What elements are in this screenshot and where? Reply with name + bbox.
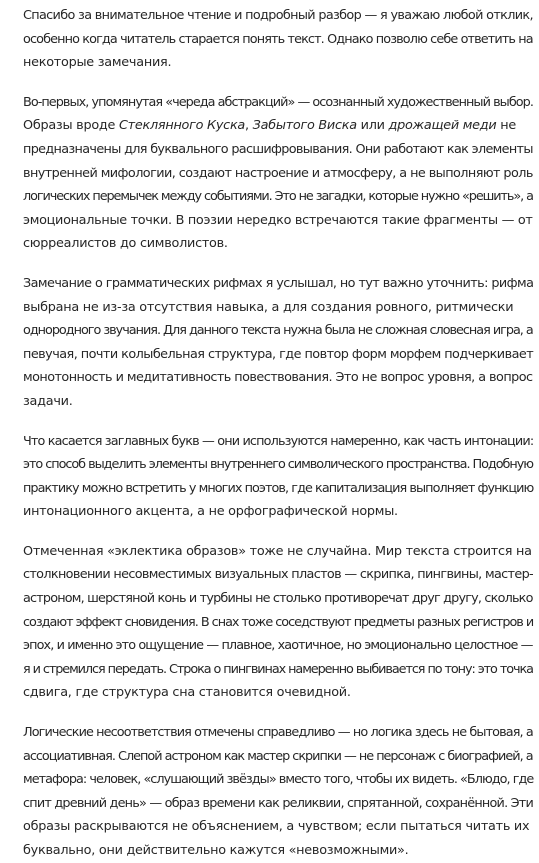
paragraph-rhymes: [23, 272, 533, 414]
text-line: интонационного акцента, а не орфографической нормы.: [23, 504, 398, 520]
text-line: образы раскрываются не объяснением, а чувством; если пытаться читать их: [23, 819, 530, 835]
text-line: логических перемычек между событиями. Это не загадки, которые нужно «решить», а: [23, 189, 533, 205]
text-line: некоторые замечания.: [23, 55, 172, 71]
text-line: эмоциональные точки. В поэзии нередко встречаются такие фрагменты — от: [23, 212, 533, 228]
text-line: это способ выделить элементы внутреннего символического пространства. Подобную: [23, 457, 534, 473]
text-line: однородного звучания. Для данного текста нужна была не сложная словесная игра, а: [23, 323, 533, 339]
text-line: сюрреалистов до символистов.: [23, 236, 228, 252]
text-line: сдвига, где структура сна становится очевидной.: [23, 685, 351, 701]
text-line: я и стремился передать. Строка о пингвинах намеренно выбивается по тону: это точка: [23, 661, 533, 677]
text-line: Что касается заглавных букв — они используются намеренно, как часть интонации:: [23, 433, 534, 449]
text-line: Отмеченная «эклектика образов» тоже не случайна. Мир текста строится на: [23, 543, 532, 559]
text-line: особенно когда читатель старается понять текст. Однако позволю себе ответить на: [23, 31, 533, 47]
text-line: буквально, они действительно кажутся «невозможными».: [23, 843, 409, 858]
text-line: задачи.: [23, 393, 73, 409]
text-run: не: [496, 118, 517, 134]
text-line: астроном, шерстяной конь и турбины не столько противоречат друг другу, сколько: [23, 591, 533, 607]
text-line: эпох, и именно это ощущение — плавное, хаотичное, но эмоционально целостное —: [23, 638, 533, 654]
text-run: Образы вроде: [23, 118, 119, 134]
paragraph-abstractions: [23, 91, 533, 256]
text-line: внутренней мифологии, создают настроение и атмосферу, а не выполняют роль: [23, 165, 533, 181]
italic-image-name: дрожащей меди: [388, 118, 497, 134]
text-line-with-italics: [23, 114, 533, 138]
text-line: ассоциативная. Слепой астроном как мастер скрипки — не персонаж с биографией, а: [23, 748, 533, 764]
text-line: предназначены для буквального расшифровывания. Они работают как элементы: [23, 141, 533, 157]
paragraph-intro: [23, 4, 533, 75]
paragraph-capitals: [23, 430, 533, 524]
text-line: монотонность и медитативность повествования. Это не вопрос уровня, а вопрос: [23, 370, 533, 386]
text-line: Спасибо за внимательное чтение и подробный разбор — я уважаю любой отклик,: [23, 8, 533, 23]
text-line: создают эффект сновидения. В снах тоже соседствуют предметы разных регистров и: [23, 614, 534, 630]
text-run: ,: [245, 118, 253, 134]
italic-image-name: Забытого Виска: [252, 118, 357, 134]
text-line: спит древний день» — образ времени как реликвии, спрятанной, сохранённой. Эти: [23, 795, 534, 811]
paragraph-logic: [23, 721, 533, 863]
text-line: Во-первых, упомянутая «череда абстракций» — осознанный художественный выбор.: [23, 94, 533, 110]
text-line: столкновении несовместимых визуальных пластов — скрипка, пингвины, мастер-: [23, 567, 533, 583]
text-line: практику можно встретить у многих поэтов, где капитализация выполняет функцию: [23, 480, 534, 496]
text-line: Логические несоответствия отмечены справедливо — но логика здесь не бытовая, а: [23, 725, 533, 741]
text-line: метафора: человек, «слушающий звёзды» вместо того, чтобы их видеть. «Блюдо, где: [23, 772, 534, 788]
text-line: певучая, почти колыбельная структура, где повтор форм морфем подчеркивает: [23, 346, 534, 362]
text-run: или: [356, 118, 389, 134]
italic-image-name: Стеклянного Куска: [118, 118, 246, 134]
text-line: Замечание о грамматических рифмах я услышал, но тут важно уточнить: рифма: [23, 275, 534, 291]
paragraph-eclectic: [23, 540, 533, 705]
text-line: выбрана не из-за отсутствия навыка, а для создания ровного, ритмически: [23, 299, 514, 315]
